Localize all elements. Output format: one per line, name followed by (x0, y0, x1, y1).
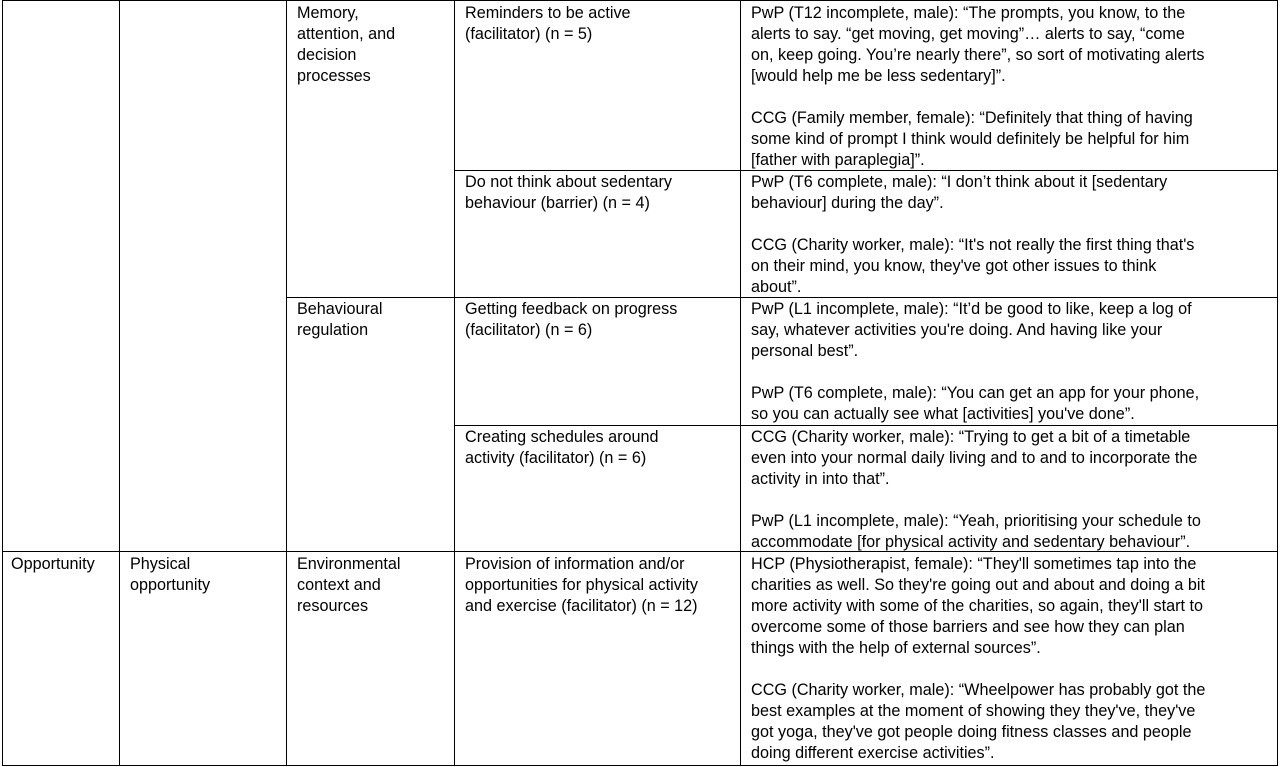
domain-text: attention, and (297, 25, 396, 43)
quote-text: on, keep going. You’re nearly there”, so sort of motivating alerts (751, 46, 1205, 64)
quote-text: [would help me be less sedentary]”. (751, 67, 1006, 85)
quote-text: activity in into that”. (751, 470, 890, 488)
quote-text: PwP (L1 incomplete, male): “Yeah, prioritising your schedule to (751, 512, 1201, 530)
quote-text: CCG (Family member, female): “Definitely that thing of having (751, 109, 1193, 127)
domain-text: Memory, (297, 4, 359, 22)
quote-text: CCG (Charity worker, male): “Wheelpower has probably got the (751, 681, 1206, 699)
domain-cell (297, 3, 395, 87)
domain-text: processes (297, 67, 371, 85)
theme-text: Do not think about sedentary (465, 173, 672, 191)
quote-text: CCG (Charity worker, male): “It's not really the first thing that's (751, 236, 1195, 254)
component-cell (11, 554, 95, 575)
theme-text: activity (facilitator) (n = 6) (465, 449, 647, 467)
theme-cell (465, 3, 631, 45)
theme-text: opportunities for physical activity (465, 576, 699, 594)
quote-cell (751, 299, 1199, 425)
theme-text: (facilitator) (n = 5) (465, 25, 593, 43)
subcomponent-cell (130, 554, 210, 596)
theme-text: Getting feedback on progress (465, 300, 678, 318)
quote-cell (751, 554, 1205, 764)
domain-text: resources (297, 597, 369, 615)
quote-text: overcome some of those barriers and see how they can plan (751, 618, 1185, 636)
theme-cell (465, 172, 672, 214)
quote-cell (751, 427, 1201, 553)
quote-text: PwP (T12 incomplete, male): “The prompts, you know, to the (751, 4, 1186, 22)
quote-text: alerts to say. “get moving, get moving”… alerts to say, “come (751, 25, 1185, 43)
subcomponent-text: opportunity (130, 576, 211, 594)
quote-text: more activity with some of the charities, so again, they'll start to (751, 597, 1204, 615)
quote-text: some kind of prompt I think would definitely be helpful for him (751, 130, 1190, 148)
theme-text: behaviour (barrier) (n = 4) (465, 194, 650, 212)
theme-divider-2 (454, 425, 1278, 426)
quote-text: PwP (T6 complete, male): “You can get an app for your phone, (751, 384, 1200, 402)
theme-cell (465, 554, 698, 617)
theme-text: Reminders to be active (465, 4, 631, 22)
theme-cell (465, 299, 677, 341)
domain-text: regulation (297, 321, 369, 339)
quote-text: even into your normal daily living and to and to incorporate the (751, 449, 1198, 467)
column-divider-2 (286, 0, 287, 766)
domain-cell (297, 554, 400, 617)
quote-text: things with the help of external sources”. (751, 639, 1041, 657)
quote-text: accommodate [for physical activity and sedentary behaviour”. (751, 533, 1191, 551)
quote-text: PwP (T6 complete, male): “I don’t think about it [sedentary (751, 173, 1168, 191)
quote-text: personal best”. (751, 342, 859, 360)
column-divider-1 (119, 0, 120, 766)
quote-text: say, whatever activities you're doing. And having like your (751, 321, 1163, 339)
table-border-right (1277, 0, 1278, 766)
quote-text: doing different exercise activities”. (751, 744, 995, 762)
quote-text: on their mind, you know, they've got other issues to think (751, 257, 1157, 275)
quote-text: behaviour] during the day”. (751, 194, 944, 212)
table-border-top (2, 0, 1278, 1)
theme-text: Creating schedules around (465, 428, 659, 446)
theme-text: Provision of information and/or (465, 555, 685, 573)
column-divider-3 (454, 0, 455, 766)
quote-cell (751, 172, 1194, 298)
theme-text: (facilitator) (n = 6) (465, 321, 593, 339)
quote-cell (751, 3, 1205, 171)
quote-text: got yoga, they've got people doing fitness classes and people (751, 723, 1192, 741)
quote-text: so you can actually see what [activities] you've done”. (751, 405, 1135, 423)
domain-text: decision (297, 46, 357, 64)
domain-text: Environmental (297, 555, 401, 573)
column-divider-4 (740, 0, 741, 766)
table-border-bottom (2, 765, 1278, 766)
theme-text: and exercise (facilitator) (n = 12) (465, 597, 698, 615)
quote-text: CCG (Charity worker, male): “Trying to get a bit of a timetable (751, 428, 1191, 446)
domain-text: Behavioural (297, 300, 383, 318)
quote-text: HCP (Physiotherapist, female): “They'll sometimes tap into the (751, 555, 1197, 573)
quote-text: charities as well. So they're going out and about and doing a bit (751, 576, 1205, 594)
theme-cell (465, 427, 658, 469)
quote-text: about”. (751, 278, 802, 296)
subcomponent-text: Physical (130, 555, 191, 573)
quote-text: [father with paraplegia]”. (751, 151, 925, 169)
quote-text: best examples at the moment of showing they they've, they've (751, 702, 1196, 720)
table-border-left (2, 0, 3, 766)
quote-text: PwP (L1 incomplete, male): “It’d be good to like, keep a log of (751, 300, 1192, 318)
domain-text: context and (297, 576, 381, 594)
domain-cell (297, 299, 383, 341)
component-text: Opportunity (11, 555, 95, 573)
